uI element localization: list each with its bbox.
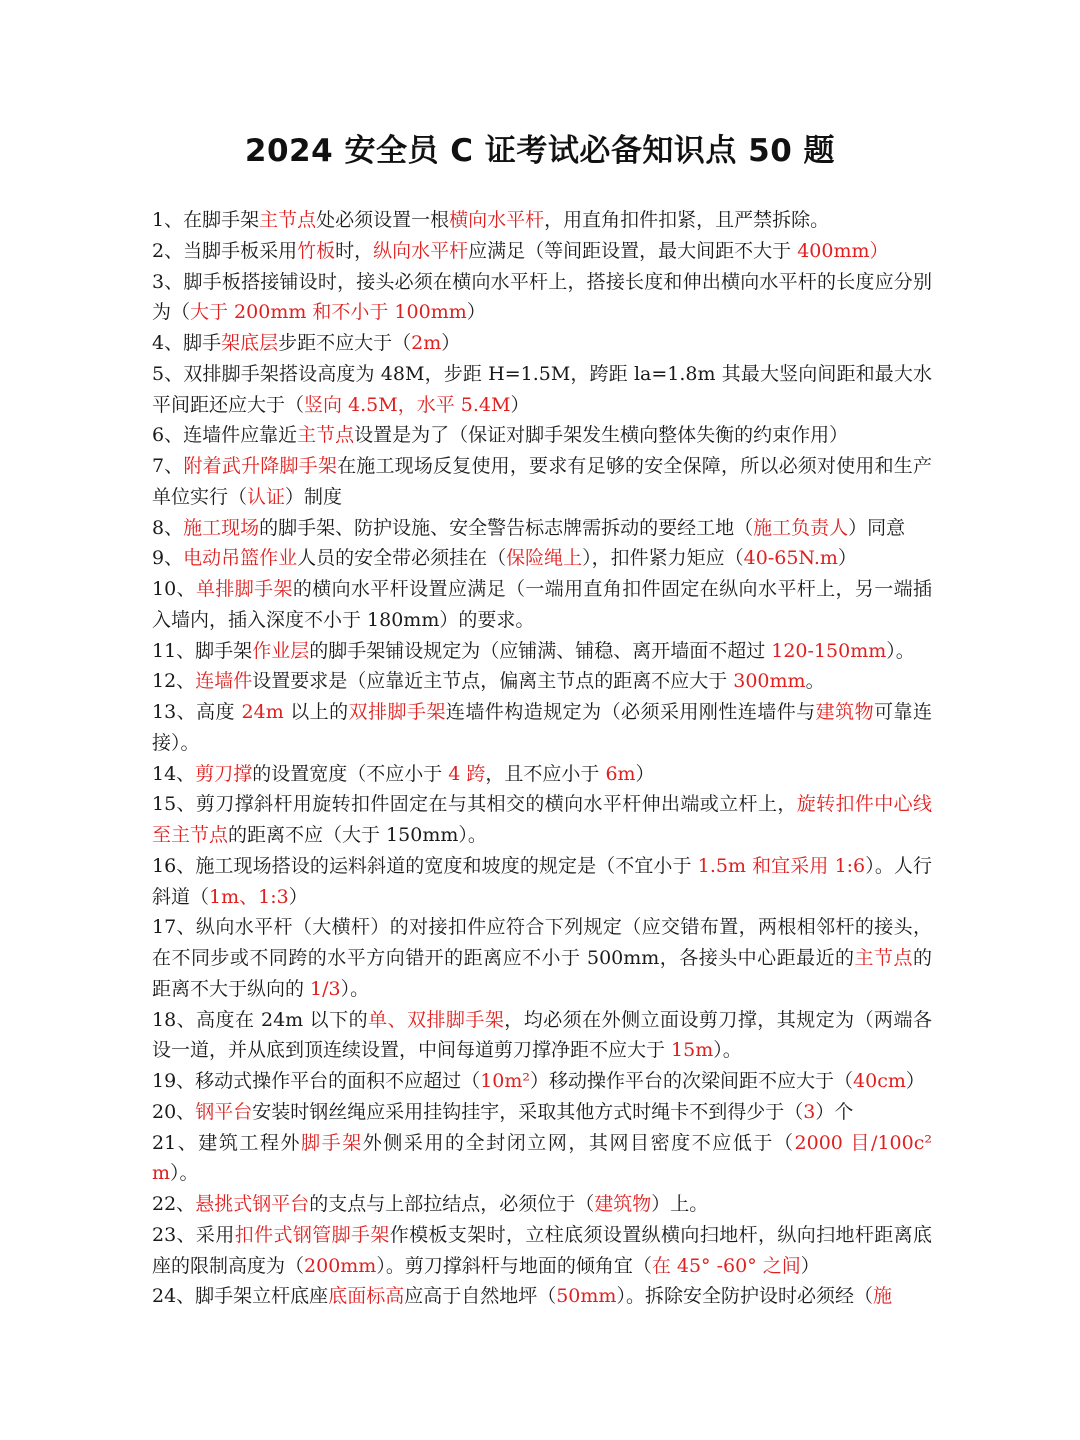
question-text: 安装时钢丝绳应采用挂钩挂宇，采取其他方式时绳卡不到得少于（ (252, 1100, 804, 1123)
question-text: 5、双排脚手架搭设高度为 48M，步距 H=1.5M，跨距 la=1.8m 其最大竖向间距和最大水平间距还应大于（ (152, 362, 932, 416)
answer-highlight: 扣件式钢管脚手架 (234, 1223, 390, 1246)
question-text: 11、脚手架 (152, 639, 253, 662)
question-text: ）移动操作平台的次梁间距不应大于（ (530, 1070, 854, 1092)
question-text: ） (837, 547, 857, 570)
question-text: ） (510, 393, 530, 416)
answer-highlight: 保险绳上 (506, 547, 583, 570)
question-item (152, 574, 932, 636)
answer-highlight: 架底层 (221, 332, 279, 354)
answer-highlight: ） (869, 239, 889, 262)
question-text: 16、施工现场搭设的运料斜道的宽度和坡度的规定是（不宜小于 (152, 854, 698, 877)
question-text: ）同意 (848, 516, 906, 539)
question-item (152, 328, 932, 359)
page-title: 2024 安全员 C 证考试必备知识点 50 题 (244, 133, 836, 169)
question-text: 8、 (152, 516, 184, 539)
question-item (152, 1189, 932, 1220)
question-item (152, 636, 932, 667)
answer-highlight: 40cm (853, 1070, 906, 1092)
question-text: 21、建筑工程外 (152, 1131, 302, 1154)
answer-highlight: 15m (671, 1039, 714, 1062)
question-text: ，用直角扣件扣紧，且严禁拆除。 (544, 209, 830, 231)
answer-highlight: 40-65N.m (743, 547, 838, 570)
question-text: ），扣件紧力矩应（ (582, 547, 744, 570)
question-text: 18、高度在 24m 以下的 (152, 1008, 369, 1031)
question-text: ）上。 (651, 1193, 709, 1215)
answer-highlight: 施工现场 (183, 516, 260, 539)
answer-highlight: 钢平台 (195, 1100, 253, 1123)
question-text: 处必须设置一根 (316, 209, 450, 231)
question-text: 2、当脚手板采用 (152, 239, 298, 262)
answer-highlight: 竹板 (297, 239, 336, 262)
question-text: 6、连墙件应靠近 (152, 424, 298, 447)
question-text: 以上的 (283, 701, 349, 723)
question-text: 连墙件构造规定为（必须采用刚性连墙件与 (445, 701, 816, 723)
question-text: 的脚手架、防护设施、安全警告标志牌需拆动的要经工地（ (259, 516, 754, 539)
answer-highlight: 横向水平杆 (449, 209, 545, 231)
question-item (152, 1066, 932, 1097)
answer-highlight: 单、双排脚手架 (368, 1008, 505, 1031)
question-text: 7、 (152, 455, 184, 477)
question-text: 12、 (152, 670, 196, 693)
answer-highlight: 2m (411, 332, 442, 354)
answer-highlight: 主节点 (297, 424, 355, 447)
question-text: ） (441, 332, 461, 354)
answer-highlight: 3 (803, 1100, 816, 1123)
question-text: ，且不应小于 (485, 762, 606, 785)
question-item (152, 1220, 932, 1282)
question-text: 19、移动式操作平台的面积不应超过（ (152, 1070, 481, 1092)
answer-highlight: 10m² (480, 1070, 530, 1092)
question-text: ） (466, 301, 486, 324)
answer-highlight: 附着武升降脚手架 (183, 455, 338, 477)
answer-highlight: 200mm (304, 1254, 377, 1277)
answer-highlight: 悬挑式钢平台 (195, 1193, 310, 1215)
answer-highlight: 底面标高 (328, 1285, 405, 1308)
question-text: 22、 (152, 1193, 196, 1215)
question-text: ）。剪刀撑斜杆与地面的倾角宜（ (376, 1254, 652, 1277)
question-text: 的设置宽度（不应小于 (252, 762, 449, 785)
question-text: 设置要求是（应靠近主节点，偏离主节点的距离不应大于 (252, 670, 734, 693)
question-text: 的距离不应（大于 150mm）。 (228, 824, 487, 846)
question-text: 1、在脚手架 (152, 209, 260, 231)
question-text: 在施工现场反复使用，要求有足够的安全保障，所以必须对使用和生产单位实行（ (152, 455, 932, 508)
answer-highlight: 120-150mm (771, 639, 887, 662)
question-text: 人员的安全带必须挂在（ (297, 547, 507, 570)
question-item (152, 543, 932, 574)
question-item (152, 267, 932, 329)
answer-highlight: 1m、1:3 (209, 885, 289, 908)
question-text: 的脚手架铺设规定为（应铺满、铺稳、离开墙面不超过 (309, 639, 772, 662)
answer-highlight: 6m (605, 762, 636, 785)
question-text: ）。 (886, 639, 915, 662)
answer-highlight: 剪刀撑 (195, 762, 253, 785)
answer-highlight: 纵向水平杆 (373, 239, 469, 262)
answer-highlight: 认证 (247, 485, 286, 508)
answer-highlight: 脚手架 (301, 1131, 363, 1154)
question-item (152, 851, 932, 913)
answer-highlight: 1/3 (310, 977, 341, 1000)
question-text: 15、剪刀撑斜杆用旋转扣件固定在与其相交的横向水平杆伸出端或立杆上， (152, 793, 797, 816)
question-text: 作模板支架时，立柱底须设置纵横向扫地杆，纵向扫地杆距离底座的限制高度为（ (152, 1223, 932, 1277)
answer-highlight: 旋转扣件中心线至主节点 (152, 793, 932, 846)
question-text: ）。 (170, 1162, 199, 1185)
question-text: ）。 (713, 1039, 742, 1062)
question-item (152, 236, 932, 267)
question-item (152, 513, 932, 544)
question-text: 的距离不大于纵向的 (152, 947, 932, 1000)
question-item (152, 1097, 932, 1128)
question-item (152, 697, 932, 759)
answer-highlight: 2000 目/100c² m (152, 1131, 932, 1185)
question-text: 9、 (152, 547, 184, 570)
answer-highlight: 主节点 (854, 947, 913, 969)
question-item (152, 1281, 932, 1312)
question-text: 14、 (152, 762, 196, 785)
question-text: 应满足（等间距设置，最大间距不大于 (468, 239, 798, 262)
question-text: 应高于自然地坪（ (404, 1285, 557, 1308)
answer-highlight: 300mm (733, 670, 806, 693)
question-list (152, 205, 932, 1312)
answer-highlight: 竖向 4.5M，水平 5.4M (304, 393, 511, 416)
question-text: ）。拆除安全防护设时必须经（ (616, 1285, 873, 1308)
question-text: 设置是为了（保证对脚手架发生横向整体失衡的约束作用） (354, 424, 849, 447)
answer-highlight: 电动吊篮作业 (183, 547, 298, 570)
question-text: 时， (335, 239, 374, 262)
question-text: 4、脚手 (152, 332, 222, 354)
answer-highlight: 4 跨 (448, 762, 486, 785)
answer-highlight: 在 45° -60° 之间 (651, 1254, 801, 1277)
question-item (152, 759, 932, 790)
question-text: 20、 (152, 1100, 196, 1123)
question-text: ，均必须在外侧立面设剪刀撑，其规定为（两端各设一道，并从底到顶连续设置，中间每道剪刀撑净距不应大于 (152, 1008, 932, 1062)
question-item (152, 666, 932, 697)
question-item (152, 205, 932, 236)
answer-highlight: 作业层 (252, 639, 310, 662)
answer-highlight: 400mm (797, 239, 870, 262)
question-item (152, 789, 932, 851)
question-text: 17、纵向水平杆（大横杆）的对接扣件应符合下列规定（应交错布置，两根相邻杆的接头，在不同步或不同跨的水平方向错开的距离应不小于 500mm，各接头中心距最近的 (152, 916, 932, 969)
question-item (152, 1128, 932, 1190)
answer-highlight: 大于 200mm 和不小于 100mm (190, 301, 467, 324)
question-text: ）制度 (285, 485, 343, 508)
answer-highlight: 24m (241, 701, 284, 723)
answer-highlight: 连墙件 (195, 670, 253, 693)
question-text: ）。 (340, 977, 370, 1000)
question-text: 10、 (152, 578, 196, 600)
answer-highlight: 1.5m 和宜采用 1:6 (697, 854, 866, 877)
question-text: ） (288, 885, 308, 908)
question-text: ） (905, 1070, 925, 1092)
question-item (152, 451, 932, 513)
question-text: 24、脚手架立杆底座 (152, 1285, 329, 1308)
question-item (152, 420, 932, 451)
answer-highlight: 建筑物 (594, 1193, 652, 1215)
question-text: ） (800, 1254, 820, 1277)
answer-highlight: 主节点 (259, 209, 317, 231)
answer-highlight: 施 (872, 1285, 892, 1308)
question-text: ） (635, 762, 655, 785)
question-item (152, 359, 932, 421)
question-text: 13、高度 (152, 701, 242, 723)
question-text: ）。人行斜道（ (152, 854, 933, 908)
question-text: 。 (805, 670, 825, 693)
question-text: 3、脚手板搭接铺设时，接头必须在横向水平杆上，搭接长度和伸出横向水平杆的长度应分别为（ (152, 270, 932, 324)
answer-highlight: 50mm (556, 1285, 617, 1308)
question-text: 步距不应大于（ (278, 332, 412, 354)
question-text: 外侧采用的全封闭立网，其网目密度不应低于（ (362, 1131, 795, 1154)
answer-highlight: 单排脚手架 (195, 578, 293, 600)
answer-highlight: 施工负责人 (753, 516, 849, 539)
question-text: 23、采用 (152, 1223, 235, 1246)
question-text: 的支点与上部拉结点，必须位于（ (309, 1193, 595, 1215)
question-text: ）个 (815, 1100, 854, 1123)
question-item (152, 912, 932, 1004)
question-text: 可靠连接）。 (152, 701, 932, 754)
answer-highlight: 双排脚手架 (348, 701, 446, 723)
question-text: 的横向水平杆设置应满足（一端用直角扣件固定在纵向水平杆上，另一端插入墙内，插入深度不小于 180mm）的要求。 (152, 578, 932, 631)
answer-highlight: 建筑物 (815, 701, 875, 723)
question-item (152, 1005, 932, 1067)
